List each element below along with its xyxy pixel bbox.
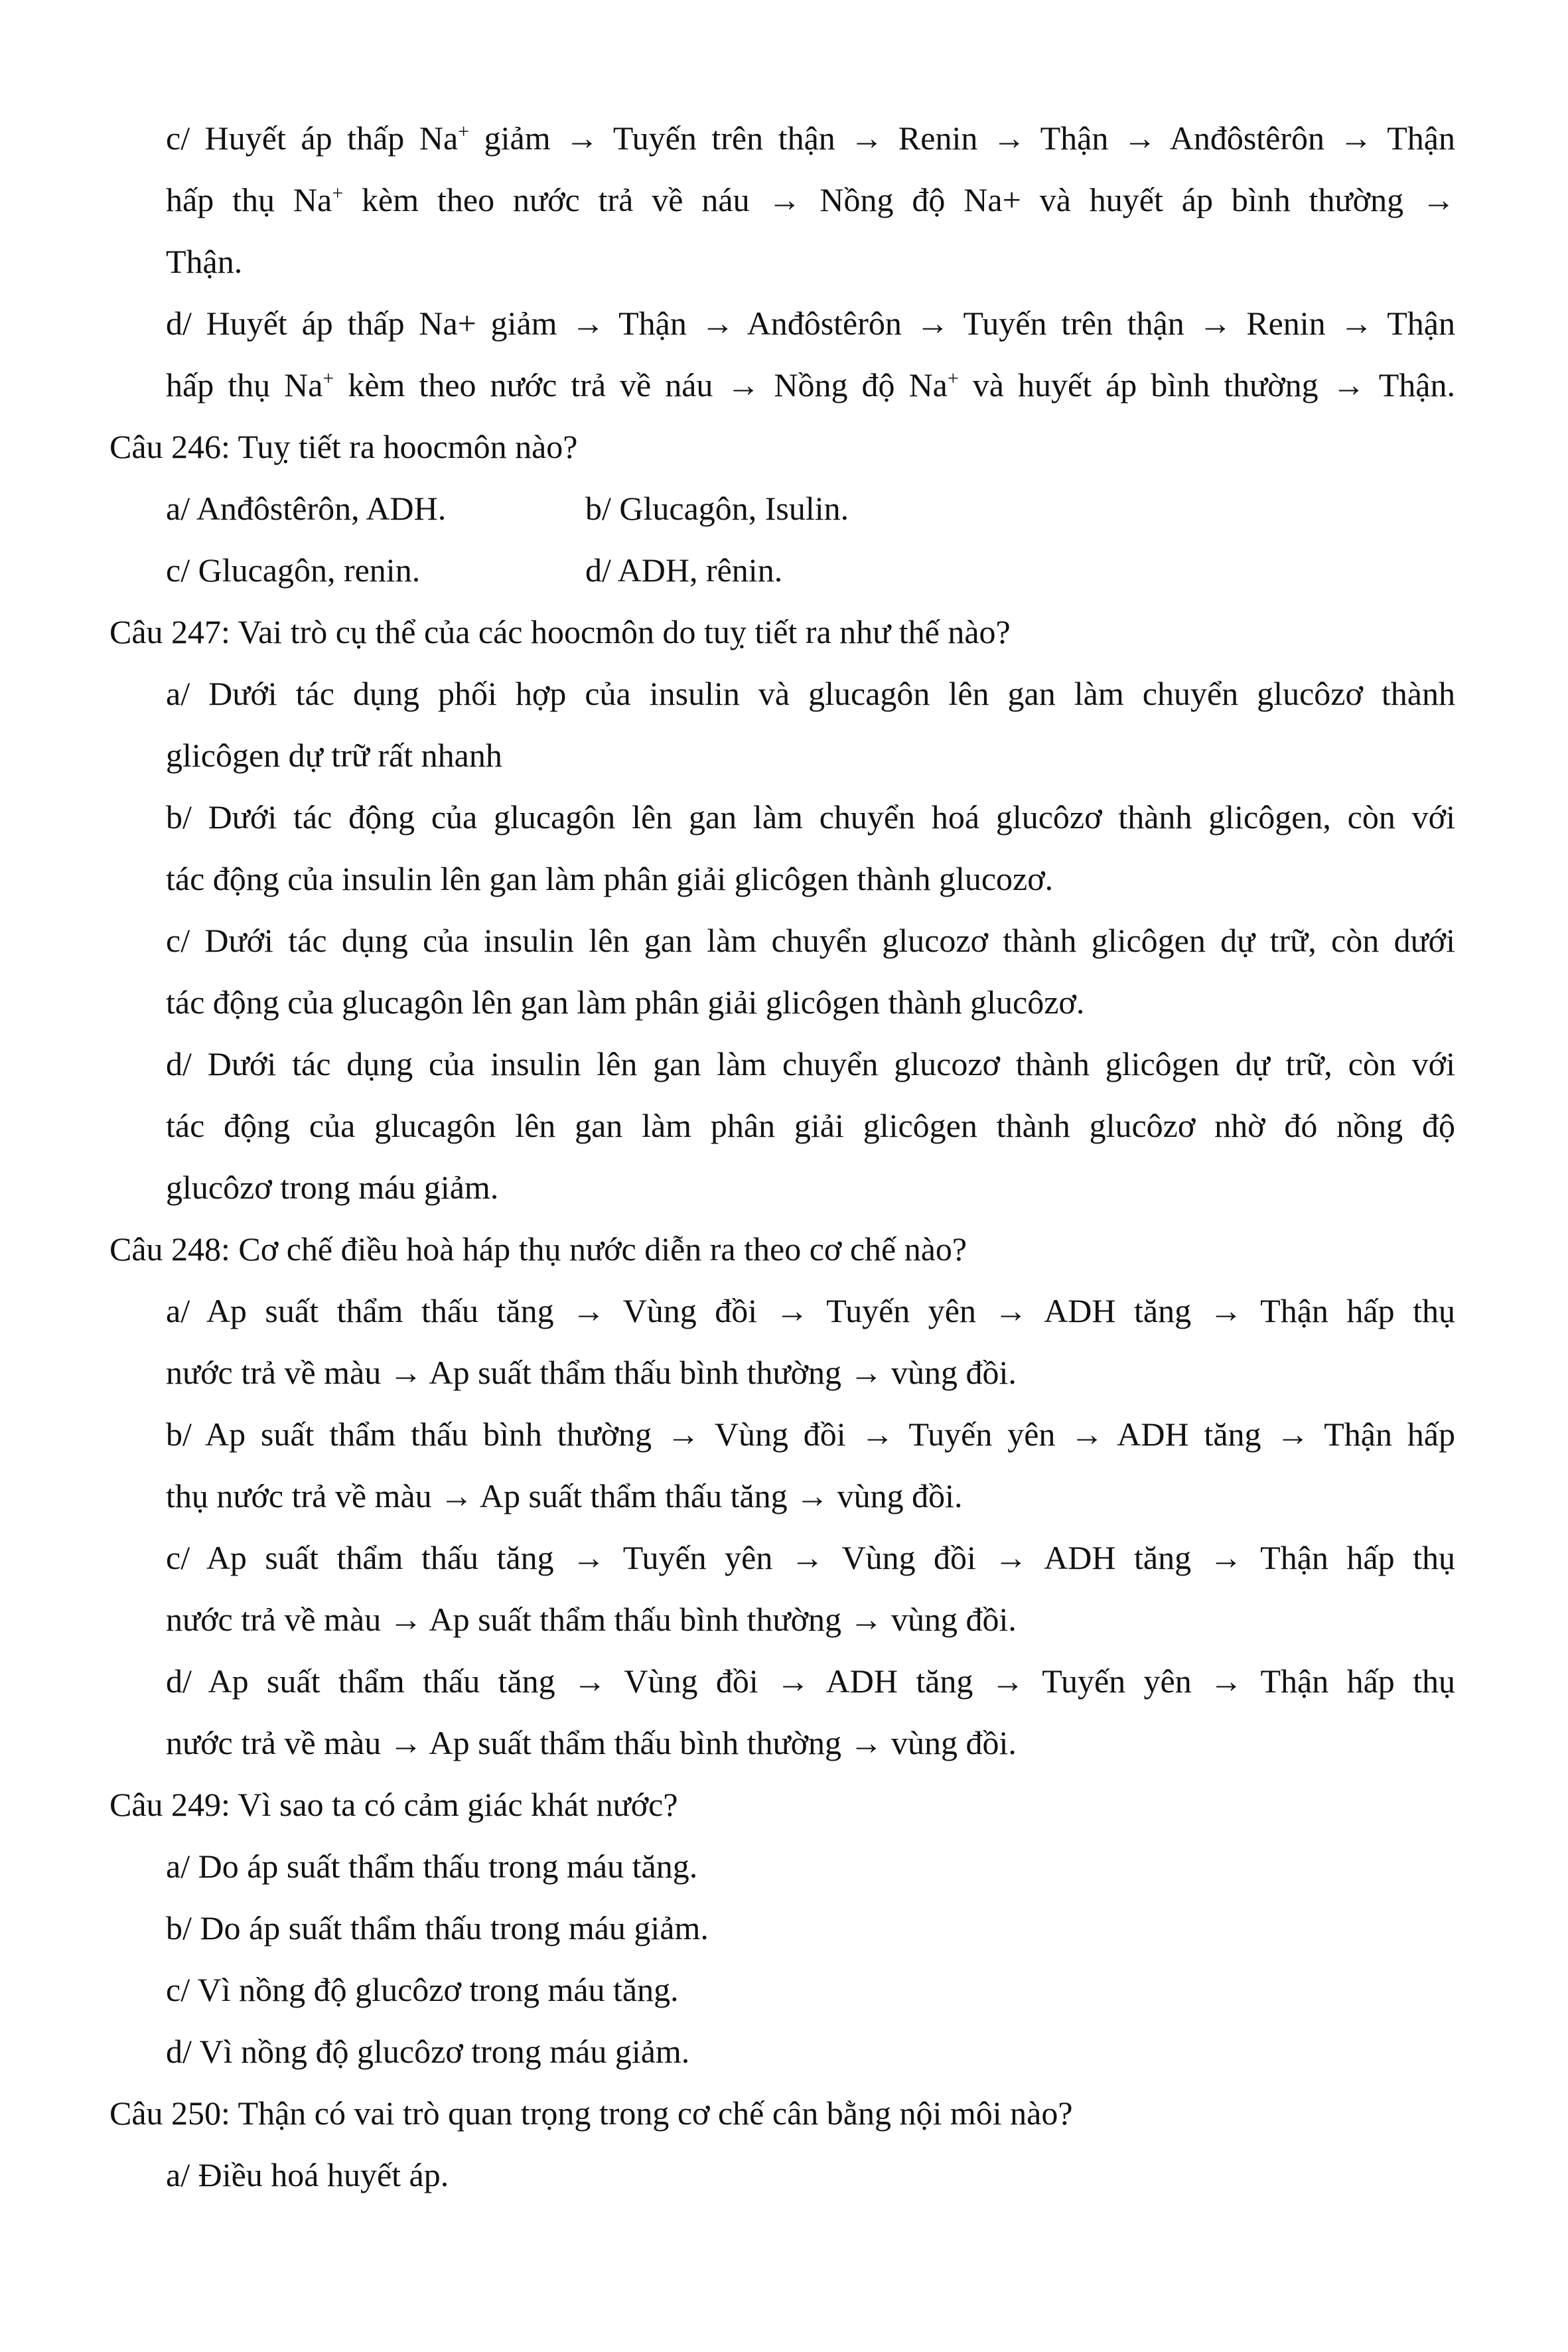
q246-option-a: a/ Anđôstêrôn, ADH. <box>166 490 447 527</box>
q248-option-a-line2: nước trả về màu → Ap suất thẩm thấu bình thường → vùng đồi. <box>166 1354 1017 1391</box>
prev-option-d-line2: hấp thụ Na+ kèm theo nước trả về náu → Nồng độ Na+ và huyết áp bình thường → Thận. <box>166 366 1455 404</box>
q247-option-a-line1: a/ Dưới tác dụng phối hợp của insulin và glucagôn lên gan làm chuyển glucôzơ thành <box>166 675 1455 712</box>
q246-options-cd <box>0 550 1568 590</box>
q247-option-a-line2: glicôgen dự trữ rất nhanh <box>166 737 502 774</box>
q246-option-d: d/ ADH, rênin. <box>585 551 783 589</box>
q248-option-d-line2: nước trả về màu → Ap suất thẩm thấu bình thường → vùng đồi. <box>166 1724 1017 1761</box>
prev-option-c-line3: Thận. <box>166 243 243 280</box>
q246-option-c: c/ Glucagôn, renin. <box>166 551 421 589</box>
q247-option-d-line2: tác động của glucagôn lên gan làm phân giải glicôgen thành glucôzơ nhờ đó nồng độ <box>166 1107 1455 1144</box>
question-246: Câu 246: Tuỵ tiết ra hoocmôn nào? <box>109 428 578 465</box>
q249-option-d: d/ Vì nồng độ glucôzơ trong máu giảm. <box>166 2033 690 2070</box>
prev-option-d-line1: d/ Huyết áp thấp Na+ giảm → Thận → Anđôstêrôn → Tuyến trên thận → Renin → Thận <box>166 305 1455 342</box>
q248-option-b-line2: thụ nước trả về màu → Ap suất thẩm thấu tăng → vùng đồi. <box>166 1477 963 1514</box>
q247-option-b-line1: b/ Dưới tác động của glucagôn lên gan làm chuyển hoá glucôzơ thành glicôgen, còn với <box>166 798 1455 836</box>
q249-option-a: a/ Do áp suất thẩm thấu trong máu tăng. <box>166 1848 698 1885</box>
question-247: Câu 247: Vai trò cụ thể của các hoocmôn do tuỵ tiết ra như thế nào? <box>109 613 1011 650</box>
q247-option-c-line2: tác động của glucagôn lên gan làm phân giải glicôgen thành glucôzơ. <box>166 984 1085 1021</box>
q248-option-b-line1: b/ Ap suất thẩm thấu bình thường → Vùng đồi → Tuyến yên → ADH tăng → Thận hấp <box>166 1416 1455 1453</box>
prev-option-c-line1: c/ Huyết áp thấp Na+ giảm → Tuyến trên thận → Renin → Thận → Anđôstêrôn → Thận <box>166 119 1455 157</box>
q250-option-a: a/ Điều hoá huyết áp. <box>166 2156 449 2193</box>
q247-option-c-line1: c/ Dưới tác dụng của insulin lên gan làm chuyển glucozơ thành glicôgen dự trữ, còn dưới <box>166 922 1455 959</box>
q247-option-d-line1: d/ Dưới tác dụng của insulin lên gan làm chuyển glucozơ thành glicôgen dự trữ, còn với <box>166 1045 1455 1082</box>
q246-options-ab <box>0 488 1568 528</box>
question-250: Câu 250: Thận có vai trò quan trọng trong cơ chế cân bằng nội môi nào? <box>109 2095 1073 2132</box>
q248-option-c-line1: c/ Ap suất thẩm thấu tăng → Tuyến yên → Vùng đồi → ADH tăng → Thận hấp thụ <box>166 1539 1455 1576</box>
q247-option-d-line3: glucôzơ trong máu giảm. <box>166 1169 499 1206</box>
prev-option-c-line2: hấp thụ Na+ kèm theo nước trả về náu → Nồng độ Na+ và huyết áp bình thường → <box>166 181 1456 218</box>
q248-option-a-line1: a/ Ap suất thẩm thấu tăng → Vùng đồi → Tuyến yên → ADH tăng → Thận hấp thụ <box>166 1292 1455 1329</box>
q249-option-b: b/ Do áp suất thẩm thấu trong máu giảm. <box>166 1909 709 1947</box>
question-248: Câu 248: Cơ chế điều hoà háp thụ nước diễn ra theo cơ chế nào? <box>109 1230 967 1268</box>
question-249: Câu 249: Vì sao ta có cảm giác khát nước? <box>109 1786 678 1823</box>
q249-option-c: c/ Vì nồng độ glucôzơ trong máu tăng. <box>166 1971 679 2008</box>
q246-option-b: b/ Glucagôn, Isulin. <box>585 490 849 527</box>
q247-option-b-line2: tác động của insulin lên gan làm phân giải glicôgen thành glucozơ. <box>166 860 1054 897</box>
q248-option-d-line1: d/ Ap suất thẩm thấu tăng → Vùng đồi → ADH tăng → Tuyến yên → Thận hấp thụ <box>166 1662 1455 1700</box>
q248-option-c-line2: nước trả về màu → Ap suất thẩm thấu bình thường → vùng đồi. <box>166 1601 1017 1638</box>
